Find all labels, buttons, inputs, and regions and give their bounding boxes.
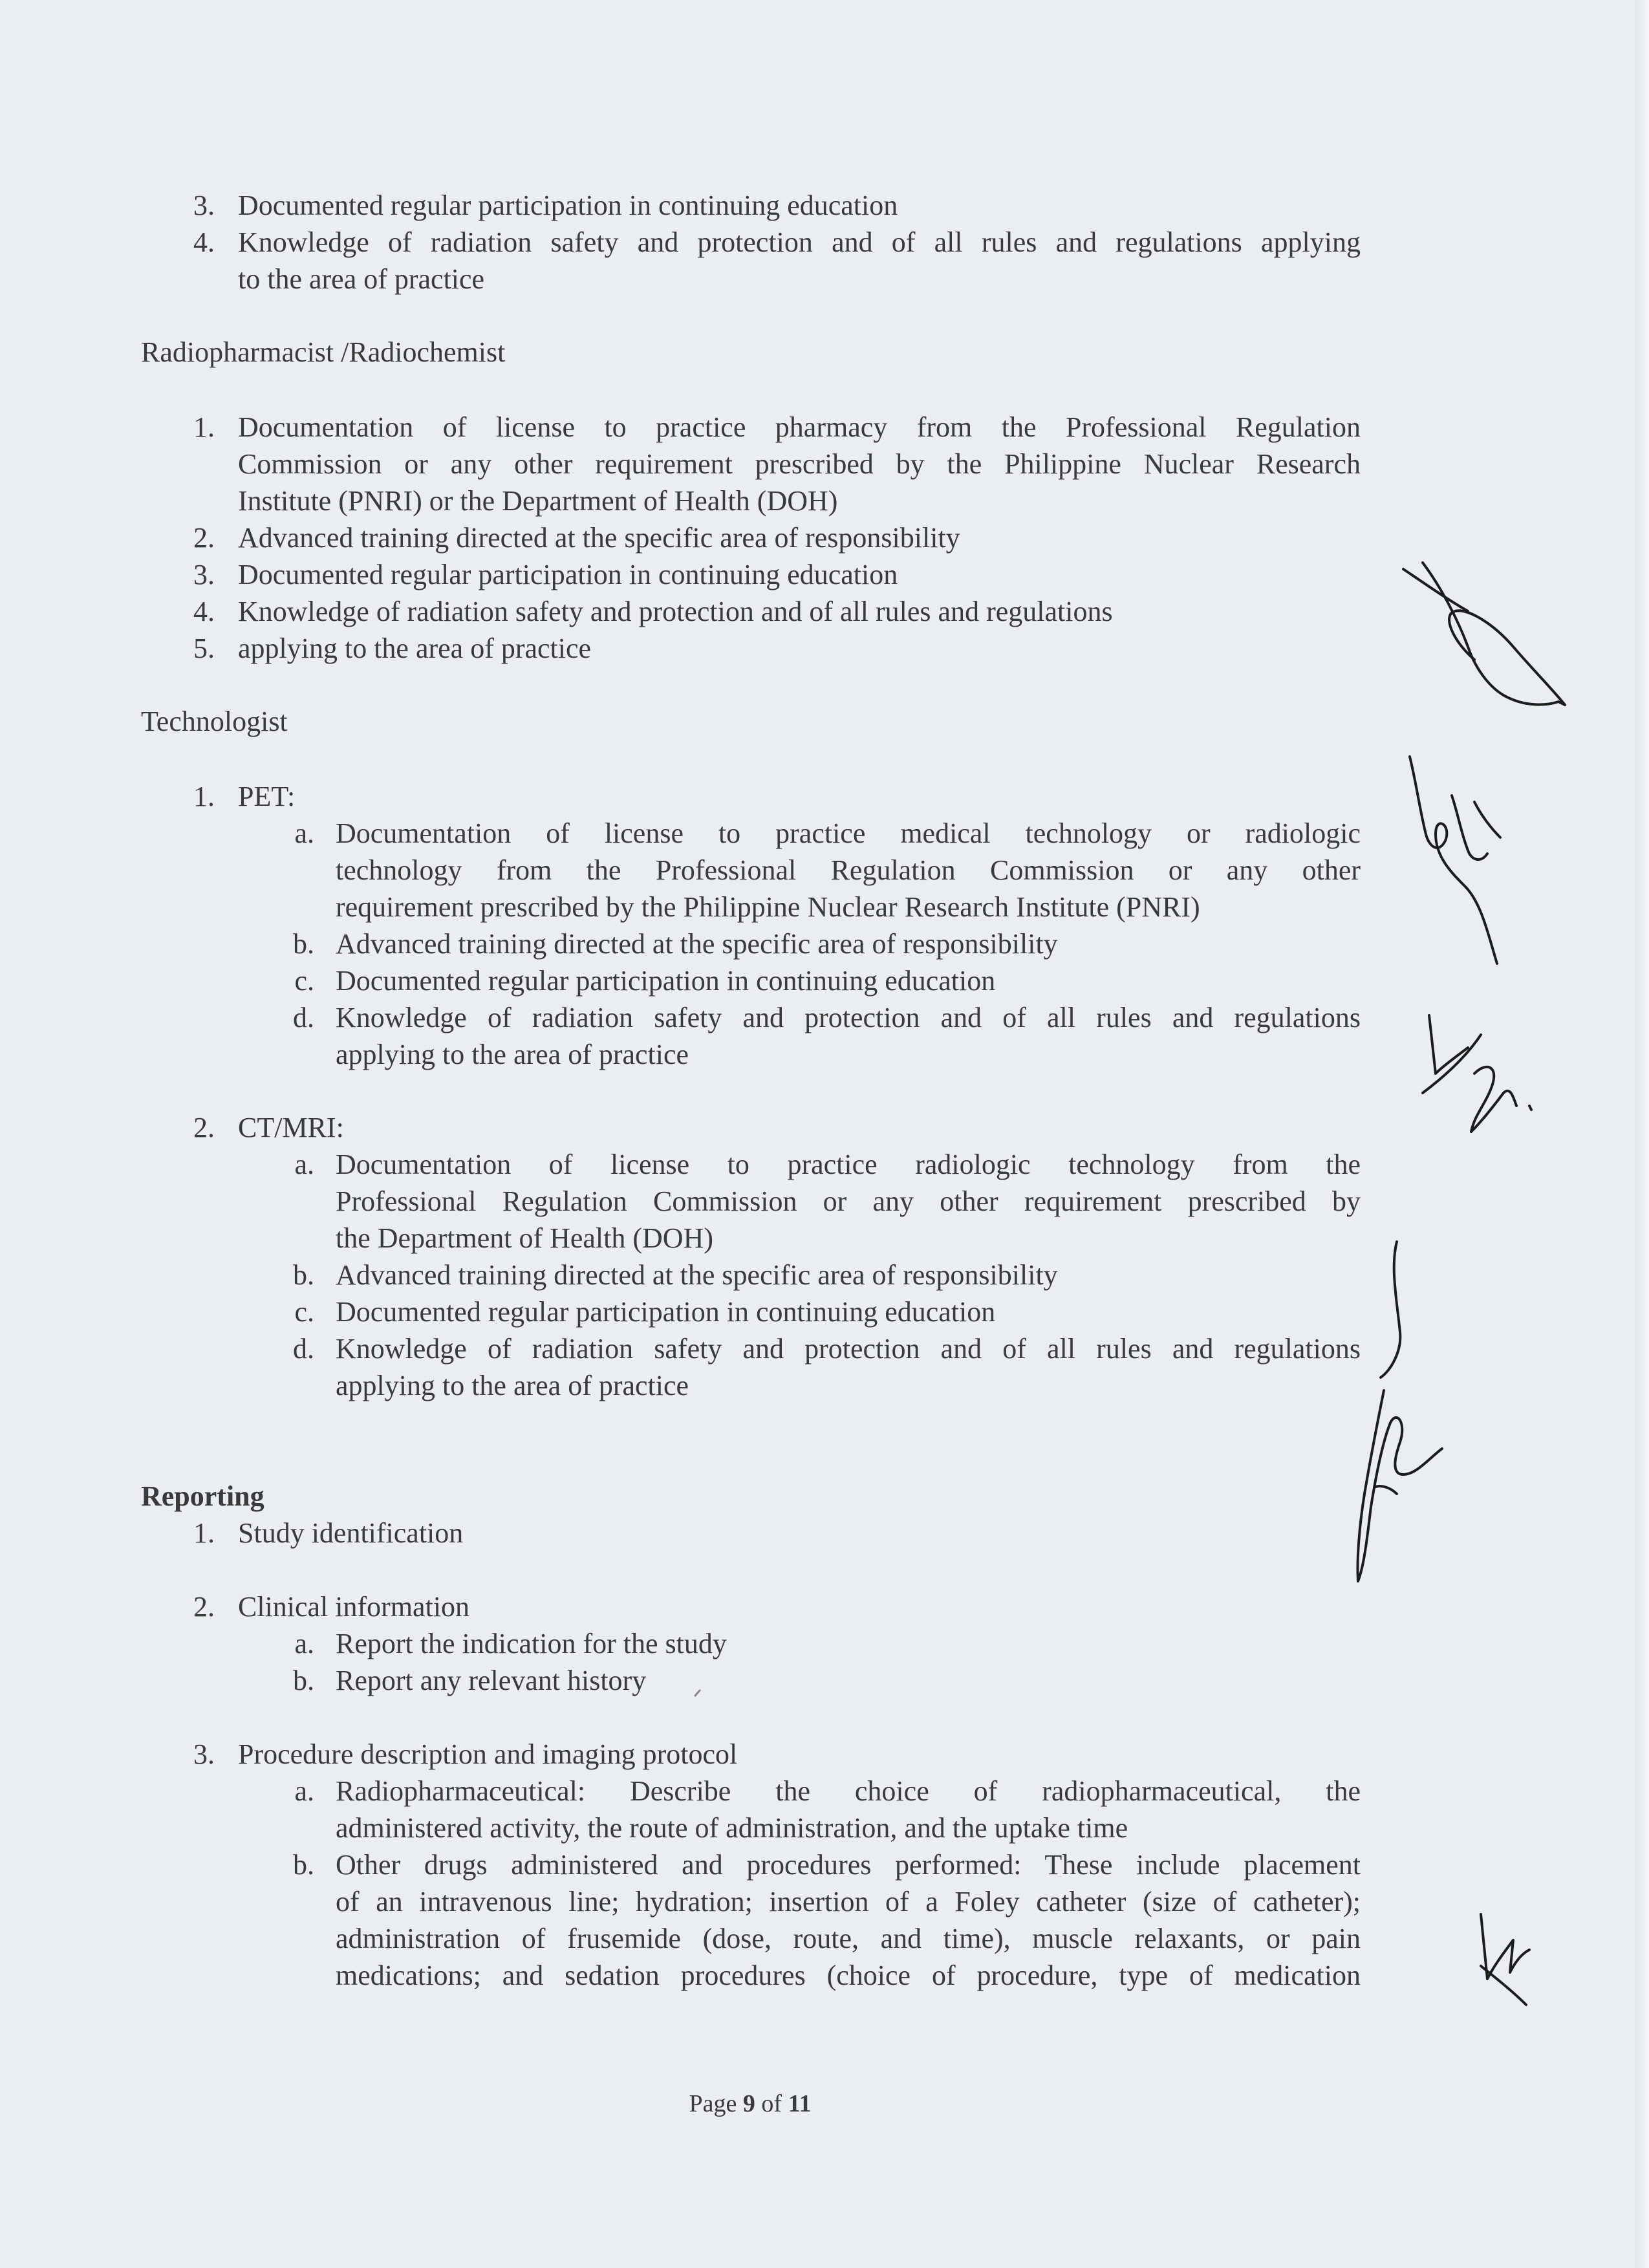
list-item-text: Knowledge of radiation safety and protection and of all rules and regulations xyxy=(336,1333,1361,1365)
list-letter: b. xyxy=(293,928,314,960)
list-item-text: Documented regular participation in continuing education xyxy=(336,1296,996,1328)
list-item-text: Documented regular participation in continuing education xyxy=(238,559,898,590)
list-item-text: Report any relevant history xyxy=(336,1665,647,1696)
list-item-text: applying to the area of practice xyxy=(336,1039,689,1070)
list-item-text: Commission or any other requirement prescribed by the Philippine Nuclear Research xyxy=(238,448,1361,480)
list-letter: b. xyxy=(293,1259,314,1291)
list-item-text: requirement prescribed by the Philippine Nuclear Research Institute (PNRI) xyxy=(336,891,1200,923)
footer-current-page: 9 xyxy=(742,2090,755,2117)
section-heading-radiopharmacist: Radiopharmacist /Radiochemist xyxy=(141,336,506,368)
subsection-label-ctmri: CT/MRI: xyxy=(238,1112,344,1143)
list-letter: b. xyxy=(293,1665,314,1696)
list-letter: a. xyxy=(294,1775,314,1807)
list-item-text: of an intravenous line; hydration; insertion of a Foley catheter (size of catheter); xyxy=(336,1886,1361,1917)
list-letter: a. xyxy=(294,817,314,849)
list-item-text: Advanced training directed at the specific area of responsibility xyxy=(336,928,1058,960)
list-item-text: Documentation of license to practice radiologic technology from the xyxy=(336,1149,1361,1180)
margin-initials-signature-2 xyxy=(1390,744,1520,977)
margin-initials-signature-5 xyxy=(1461,1901,1539,2011)
list-item-text: Knowledge of radiation safety and protection and of all rules and regulations xyxy=(336,1002,1361,1033)
list-number: 1. xyxy=(193,1517,215,1549)
list-number: 3. xyxy=(193,1738,215,1770)
list-letter: d. xyxy=(293,1002,314,1033)
list-number: 4. xyxy=(193,596,215,627)
list-item-text: Institute (PNRI) or the Department of Health (DOH) xyxy=(238,485,838,517)
list-item-text: Knowledge of radiation safety and protection and of all rules and regulations applying xyxy=(238,226,1361,258)
list-number: 2. xyxy=(193,522,215,554)
list-item-text: medications; and sedation procedures (choice of procedure, type of medication xyxy=(336,1960,1361,1991)
list-item-text: applying to the area of practice xyxy=(336,1370,689,1401)
list-item-text: Knowledge of radiation safety and protection and of all rules and regulations xyxy=(238,596,1113,627)
list-item-text: to the area of practice xyxy=(238,263,485,295)
list-number: 3. xyxy=(193,189,215,221)
margin-initials-signature-4 xyxy=(1319,1229,1449,1604)
list-letter: a. xyxy=(294,1628,314,1659)
list-item-text: administered activity, the route of administration, and the uptake time xyxy=(336,1812,1128,1844)
scan-speck xyxy=(692,1687,705,1700)
list-item-text: Advanced training directed at the specific area of responsibility xyxy=(336,1259,1058,1291)
section-heading-reporting: Reporting xyxy=(141,1480,264,1512)
subsection-label-pet: PET: xyxy=(238,781,296,812)
section-heading-technologist: Technologist xyxy=(141,706,288,737)
list-number: 1. xyxy=(193,781,215,812)
list-number: 2. xyxy=(193,1112,215,1143)
list-letter: b. xyxy=(293,1849,314,1881)
list-number: 5. xyxy=(193,632,215,664)
margin-initials-signature-1 xyxy=(1397,550,1578,718)
list-item-text: Documented regular participation in continuing education xyxy=(336,965,996,997)
list-item-text: Documentation of license to practice medical technology or radiologic xyxy=(336,817,1361,849)
footer-of-label: of xyxy=(761,2090,782,2117)
list-item-text: Clinical information xyxy=(238,1591,470,1623)
list-letter: c. xyxy=(294,965,314,997)
page-footer xyxy=(0,2088,1500,2120)
list-item-text: Professional Regulation Commission or any other requirement prescribed by xyxy=(336,1185,1361,1217)
list-item-text: Documentation of license to practice pharmacy from the Professional Regulation xyxy=(238,411,1361,443)
footer-total-pages: 11 xyxy=(788,2090,812,2117)
list-number: 1. xyxy=(193,411,215,443)
list-item-text: Other drugs administered and procedures performed: These include placement xyxy=(336,1849,1361,1881)
list-item-text: Advanced training directed at the specific area of responsibility xyxy=(238,522,960,554)
list-number: 3. xyxy=(193,559,215,590)
list-item-text: Study identification xyxy=(238,1517,464,1549)
footer-page-label: Page xyxy=(689,2090,737,2117)
list-item-text: administration of frusemide (dose, route, and time), muscle relaxants, or pain xyxy=(336,1923,1361,1954)
list-letter: d. xyxy=(293,1333,314,1365)
list-item-text: the Department of Health (DOH) xyxy=(336,1222,714,1254)
list-letter: a. xyxy=(294,1149,314,1180)
list-number: 4. xyxy=(193,226,215,258)
list-number: 2. xyxy=(193,1591,215,1623)
list-item-text: Report the indication for the study xyxy=(336,1628,727,1659)
margin-initials-signature-3 xyxy=(1410,996,1552,1151)
list-item-text: Documented regular participation in continuing education xyxy=(238,189,898,221)
list-item-text: Radiopharmaceutical: Describe the choice of radiopharmaceutical, the xyxy=(336,1775,1361,1807)
list-item-text: applying to the area of practice xyxy=(238,632,592,664)
list-letter: c. xyxy=(294,1296,314,1328)
page-edge-shadow xyxy=(1635,0,1649,2268)
list-item-text: technology from the Professional Regulation Commission or any other xyxy=(336,854,1361,886)
list-item-text: Procedure description and imaging protocol xyxy=(238,1738,738,1770)
